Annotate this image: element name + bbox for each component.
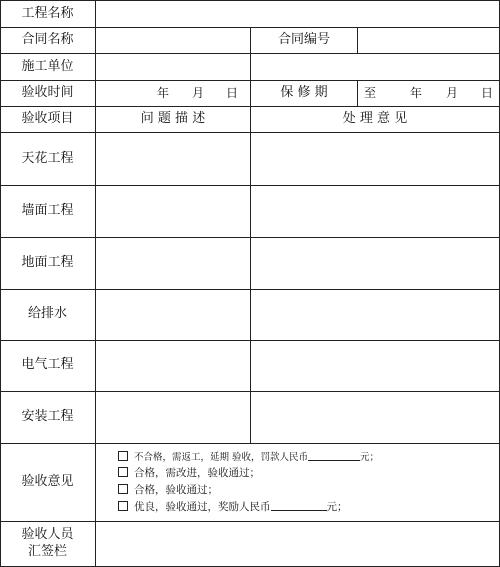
rule-label-column	[95, 0, 96, 567]
date-year: 年	[157, 86, 170, 100]
rule	[0, 521, 500, 522]
checkbox-icon[interactable]	[118, 484, 128, 494]
verdict-option-improve[interactable]: 合格，需改进，验收通过；	[118, 466, 260, 480]
rule-top	[0, 0, 500, 1]
checkbox-icon[interactable]	[118, 501, 128, 511]
warranty-year: 年	[410, 86, 423, 100]
warranty-to: 至	[364, 86, 377, 100]
warranty-label: 保 修 期	[280, 85, 328, 100]
warranty-day: 日	[481, 86, 494, 100]
date-day: 日	[226, 86, 239, 100]
verdict-option-pass[interactable]: 合格，验收通过；	[118, 483, 218, 497]
items-label: 验收项目	[21, 111, 74, 126]
section-plumbing: 给排水	[27, 306, 67, 321]
warranty-month: 月	[446, 86, 459, 100]
section-installation: 安装工程	[21, 409, 74, 424]
section-electrical: 电气工程	[21, 357, 74, 372]
project-name-label: 工程名称	[21, 6, 74, 21]
checkbox-icon[interactable]	[118, 467, 128, 477]
verdict-label: 验收意见	[21, 474, 74, 489]
section-floor: 地面工程	[21, 255, 74, 270]
rule-right-column	[357, 80, 358, 106]
date-month: 月	[192, 86, 205, 100]
problem-header: 问 题 描 述	[140, 111, 206, 126]
section-ceiling: 天花工程	[21, 151, 74, 166]
contract-name-label: 合同名称	[21, 32, 74, 47]
reward-amount-blank[interactable]	[271, 500, 327, 511]
verdict-option-excellent[interactable]: 优良，验收通过，奖励人民币 元；	[118, 500, 348, 514]
verdict-option-fail[interactable]: 不合格，需返工，延期 验收，罚款人民币 元；	[118, 450, 379, 465]
checkbox-icon[interactable]	[118, 451, 128, 461]
signers-label-2: 汇签栏	[27, 544, 67, 559]
construction-unit-label: 施工单位	[21, 59, 74, 74]
signers-label-1: 验收人员	[21, 527, 74, 542]
fine-amount-blank[interactable]	[308, 450, 360, 461]
rule	[0, 443, 500, 444]
contract-no-label: 合同编号	[277, 32, 330, 47]
section-wall: 墙面工程	[21, 203, 74, 218]
rule-right-column	[357, 27, 358, 53]
acceptance-time-label: 验收时间	[21, 85, 74, 100]
opinion-header: 处 理 意 见	[342, 111, 408, 126]
